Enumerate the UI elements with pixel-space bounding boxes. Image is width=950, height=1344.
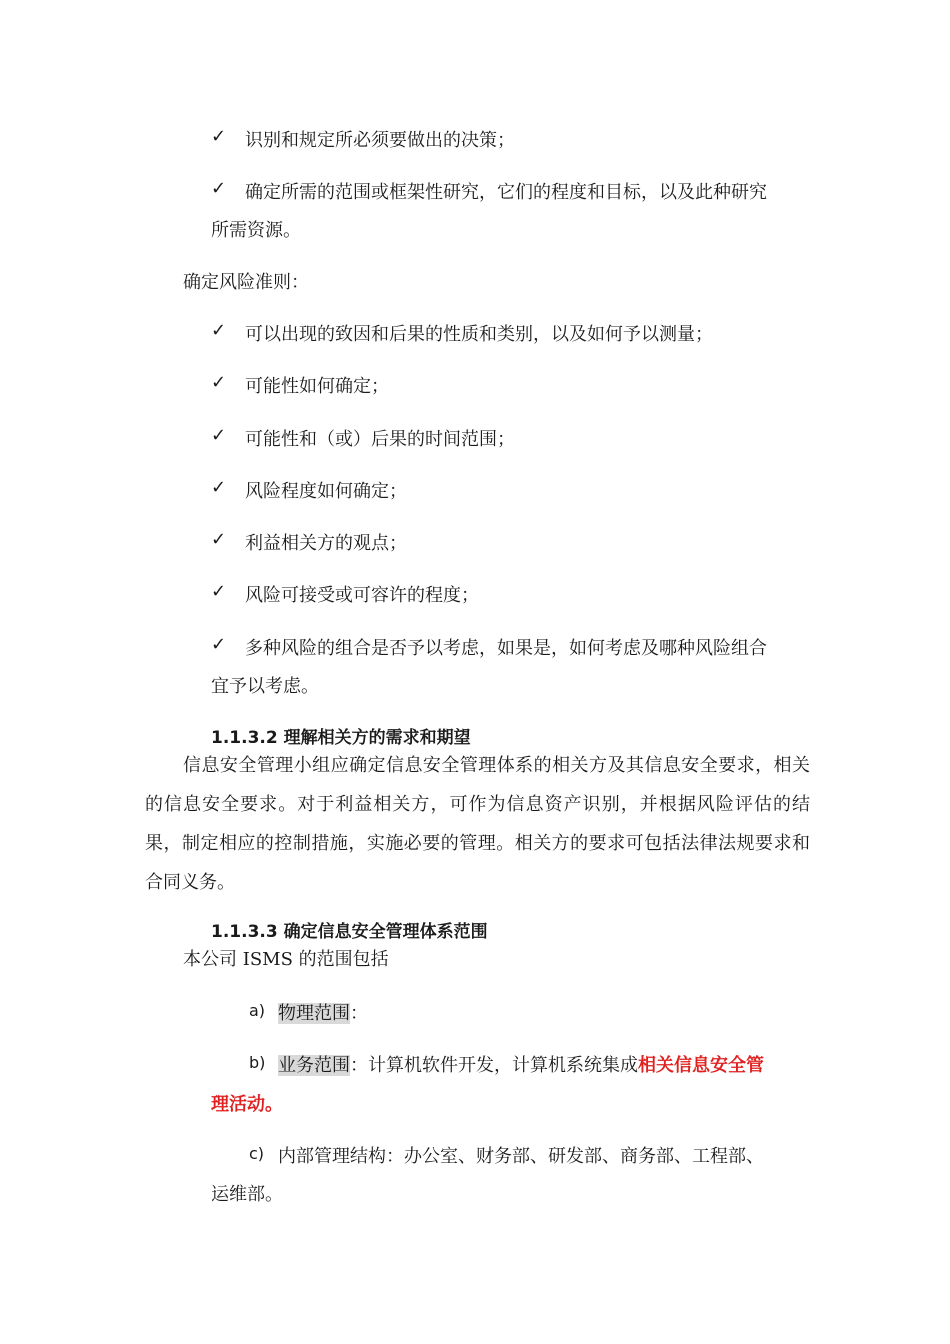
list-item-continuation: 运维部。 [211, 1184, 283, 1205]
emphasis-text: 相关信息安全管 [638, 1055, 764, 1076]
highlighted-term: 业务范围 [278, 1055, 350, 1076]
list-marker: c) [249, 1144, 265, 1163]
list-item-text: ： [350, 1003, 368, 1024]
list-item [278, 999, 843, 1025]
list-item: 确定所需的范围或框架性研究，它们的程度和目标，以及此种研究 [245, 182, 767, 203]
list-item: 多种风险的组合是否予以考虑，如果是，如何考虑及哪种风险组合 [245, 638, 767, 659]
check-mark-icon: ✓ [211, 320, 227, 341]
list-item: 利益相关方的观点； [245, 533, 407, 554]
list-item: 风险可接受或可容许的程度； [245, 585, 479, 606]
list-item: 可能性和（或）后果的时间范围； [245, 429, 515, 450]
list-item [278, 1051, 818, 1077]
section-body: 信息安全管理小组应确定信息安全管理体系的相关方及其信息安全要求，相关的信息安全要求。对于利益相关方，可作为信息资产识别，并根据风险评估的结果，制定相应的控制措施，实施必要的管理。相关方的要求可包括法律法规要求和合同义务。 [145, 755, 810, 893]
emphasis-text-continuation: 理活动。 [211, 1094, 283, 1115]
list-item: 识别和规定所必须要做出的决策； [245, 130, 515, 151]
check-mark-icon: ✓ [211, 634, 227, 655]
list-item: 可能性如何确定； [245, 376, 389, 397]
section-heading: 1.1.3.3 确定信息安全管理体系范围 [211, 922, 488, 942]
section-heading: 1.1.3.2 理解相关方的需求和期望 [211, 728, 471, 748]
list-marker: b) [249, 1053, 266, 1072]
list-item: 内部管理结构：办公室、财务部、研发部、商务部、工程部、 [278, 1146, 764, 1167]
check-mark-icon: ✓ [211, 529, 227, 550]
list-item-continuation: 宜予以考虑。 [211, 676, 319, 697]
scope-intro: 本公司 ISMS 的范围包括 [183, 949, 389, 970]
check-mark-icon: ✓ [211, 126, 227, 147]
check-mark-icon: ✓ [211, 372, 227, 393]
list-marker: a) [249, 1001, 266, 1020]
list-item: 风险程度如何确定； [245, 481, 407, 502]
list-item: 可以出现的致因和后果的性质和类别，以及如何予以测量； [245, 324, 713, 345]
check-mark-icon: ✓ [211, 178, 227, 199]
list-item-continuation: 所需资源。 [211, 220, 301, 241]
list-item-text: ：计算机软件开发，计算机系统集成 [350, 1055, 638, 1076]
check-mark-icon: ✓ [211, 425, 227, 446]
risk-criteria-title: 确定风险准则： [183, 272, 309, 293]
check-mark-icon: ✓ [211, 581, 227, 602]
check-mark-icon: ✓ [211, 477, 227, 498]
highlighted-term: 物理范围 [278, 1003, 350, 1024]
